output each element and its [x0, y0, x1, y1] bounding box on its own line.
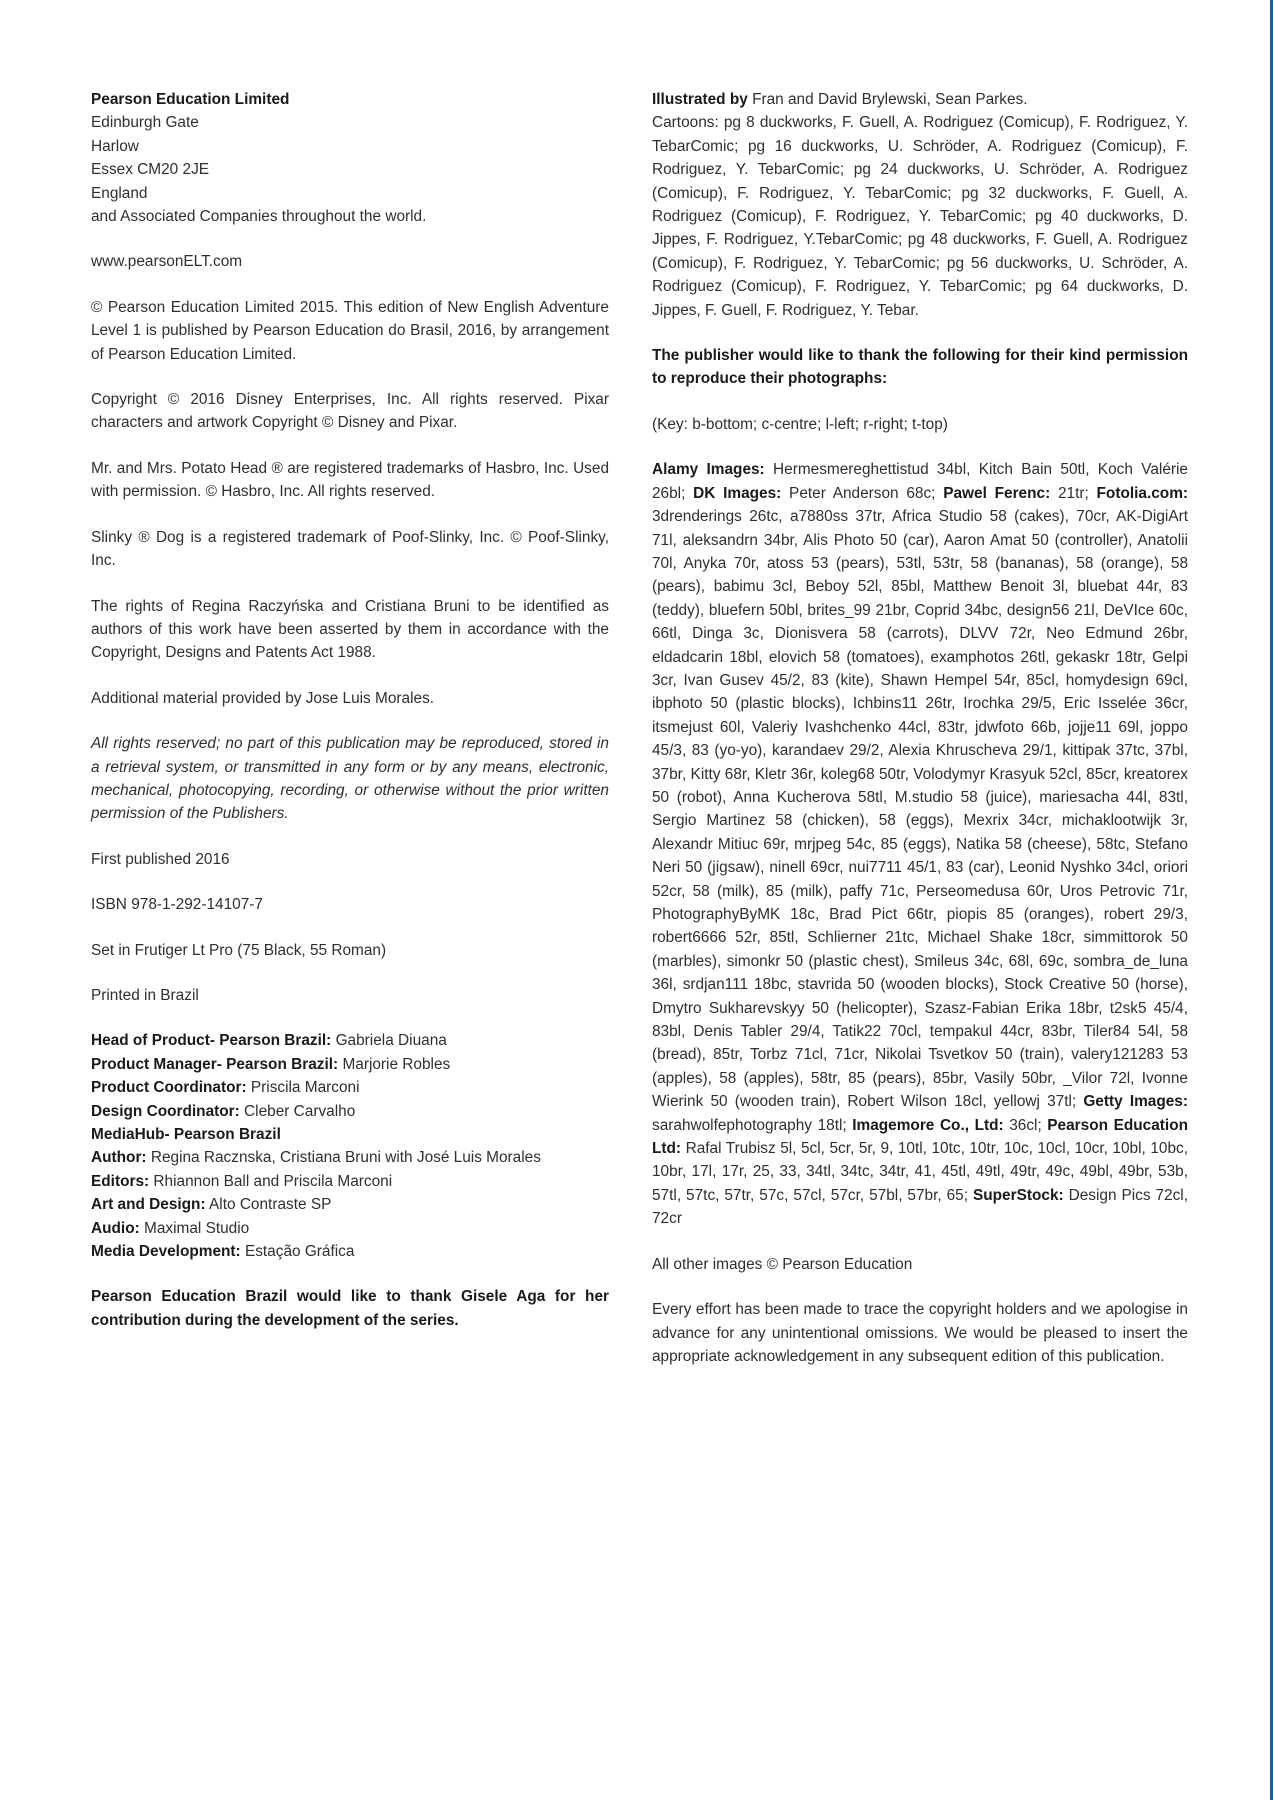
body-text: Priscila Marconi: [250, 1079, 360, 1097]
bold-text: Alamy Images:: [652, 461, 765, 479]
bold-text: Pearson Education Ltd:: [652, 1116, 1188, 1158]
body-text: (Key: b-bottom; c-centre; l-left; r-right; t-top): [652, 415, 948, 433]
left-column-paragraph: [91, 250, 609, 273]
body-text: Design Pics 72cl, 72cr: [652, 1186, 1189, 1228]
body-text: Mr. and Mrs. Potato Head ® are registered trademarks of Hasbro, Inc. Used with permission. © Hasbro, Inc. All rights reserved.: [91, 459, 609, 501]
body-text: Set in Frutiger Lt Pro (75 Black, 55 Roman): [91, 941, 387, 959]
body-text: Maximal Studio: [144, 1219, 250, 1237]
left-column-paragraph: [91, 595, 609, 665]
body-text: Slinky ® Dog is a registered trademark of Poof-Slinky, Inc. © Poof-Slinky, Inc.: [91, 528, 609, 570]
bold-text: SuperStock:: [972, 1186, 1064, 1204]
body-text: Additional material provided by Jose Luis Morales.: [91, 689, 435, 707]
bold-text: Product Coordinator:: [91, 1079, 247, 1097]
left-column-paragraph: [91, 88, 609, 228]
right-column-paragraph: [652, 344, 1188, 391]
right-column-paragraph: [652, 413, 1188, 436]
left-column-paragraph: [91, 1029, 609, 1263]
bold-text: Fotolia.com:: [1096, 484, 1189, 502]
body-text: First published 2016: [91, 850, 230, 868]
left-column-paragraph: [91, 848, 609, 871]
body-text: Rafal Trubisz 5l, 5cl, 5cr, 5r, 9, 10tl, 10tc, 10tr, 10c, 10cl, 10cr, 10bl, 10bc, 10br, 17l, 17r, 25, 33, 34tl, 34tc, 34tr, 41, 45tl, 49tl, 49tr, 49c, 49bl, 49br, 53b, 57tl, 57tc, 57tr, 57c, 57cl, 57cr, 57bl, 57br, 65;: [652, 1140, 1188, 1204]
bold-text: Media Development:: [91, 1243, 241, 1261]
body-text: www.pearsonELT.com: [91, 253, 243, 271]
body-text: 3drenderings 26tc, a7880ss 37tr, Africa Studio 58 (cakes), 70cr, AK-DigiArt 71l, aleksandrn 34br, Alis Photo 50 (car), Aaron Amat 50 (controller), Anatolii 70l, Anyka 70r, atoss 53 (pears), 53tl, 53tr, 58 (bananas), 58 (orange), 58 (pears), babimu 3cl, Beboy 52l, 85bl, Matthew Benoit 3l, bluebat 44r, 83 (teddy), bluefern 50bl, brites_99 21br, Coprid 34bc, design56 21l, DeVIce 60c, 66tl, Dinga 3c, Dionisvera 58 (carrots), DLVV 72r, Neo Edmund 26br, eldadcarin 18bl, elovich 58 (tomatoes), examphotos 26tl, gekaskr 18tr, Gelpi 3cr, Ivan Gusev 45/2, 83 (kite), Shawn Hempel 54r, 85cl, homydesign 69cl, ibphoto 50 (plastic blocks), Ichbins11 26tr, Irochka 29/5, Eric Isselée 36cr, itsmejust 60l, Valeriy Ivashchenko 44cl, 83tr, jdwfoto 66b, jojje11 69l, joppo 45/3, 83 (yo-yo), karandaev 29/2, Alexia Khruscheva 29/1, kittipak 37tc, 37bl, 37br, Kitty 68r, Kletr 36r, koleg68 50tr, Volodymyr Krasyuk 52cl, 85cr, kreatorex 50 (robot), Anna Kucherova 58tl, M.studio 58 (juice), mariesacha 44l, 83tl, Sergio Martinez 58 (chicken), 58 (eggs), Mexrix 34cr, michaklootwijk 3r, Alexandr Mitiuc 69r, mrjpeg 54c, 85 (eggs), Natika 58 (cheese), 58tc, Stefano Neri 50 (jigsaw), ninell 69cr, nui7711 45/1, 83 (car), Leonid Nyshko 34cl, oriori 52cr, 58 (milk), 85 (milk), paffy 71c, Perseomedusa 60r, Uros Petrovic 71r, PhotographyByMK 18c, Brad Pict 66tr, piopis 85 (oranges), robert 29/3, robert6666 52r, 85tl, Schlierner 21tc, Michael Shake 18cr, simmittorok 50 (marbles), simonkr 50 (plastic chest), Smileus 34c, 68l, 69c, sombra_de_luna 36l, srdjan111 18bc, stavrida 50 (wooden blocks), Stock Creative 50 (horse), Dmytro Sukharevskyy 50 (helicopter), Szasz-Fabian Erika 18br, t2sk5 45/4, 83bl, Denis Tabler 29/4, Tatik22 70cl, tempakul 44cr, 83br, Tiler84 54l, 58 (bread), 85tr, Torbz 71cl, 71cr, Nikolai Tsvetkov 50 (train), valery121283 53 (apples), 58 (apples), 58tr, 85 (pears), 85br, Vasily 50br, _Vilor 72l, Ivonne Wierink 50 (wooden train), Robert Wilson 18cl, yellowj 37tl;: [652, 508, 1188, 1111]
body-text: Every effort has been made to trace the copyright holders and we apologise in advance for any unintentional omissions. We would be pleased to insert the appropriate acknowledgement in any subsequent edition of this publication.: [652, 1301, 1188, 1365]
body-text: © Pearson Education Limited 2015. This edition of New English Adventure Level 1 is published by Pearson Education do Brasil, 2016, by arrangement of Pearson Education Limited.: [91, 298, 609, 363]
left-column-paragraph: [91, 893, 609, 916]
bold-text: Getty Images:: [1083, 1093, 1188, 1111]
left-column-paragraph: [91, 388, 609, 435]
bold-text: MediaHub- Pearson Brazil: [91, 1126, 281, 1143]
left-column-paragraph: [91, 526, 609, 573]
body-text: Rhiannon Ball and Priscila Marconi: [153, 1172, 393, 1190]
left-column-paragraph: [91, 732, 609, 826]
bold-text: Design Coordinator:: [91, 1102, 240, 1120]
body-text: Printed in Brazil: [91, 986, 199, 1004]
body-text: All other images © Pearson Education: [652, 1255, 913, 1273]
right-column-paragraph: [652, 1253, 1188, 1276]
right-column-paragraph: [652, 88, 1188, 322]
body-text: Alto Contraste SP: [209, 1196, 332, 1214]
bold-text: Imagemore Co., Ltd:: [852, 1116, 1004, 1134]
body-text: All rights reserved; no part of this publication may be reproduced, stored in a retrieval system, or transmitted in any form or by any means, electronic, mechanical, photocopying, recording, or otherwise without the prior written permission of the Publishers.: [91, 735, 609, 823]
right-column-paragraph: [652, 458, 1188, 1230]
left-column-paragraph: [91, 939, 609, 962]
body-text: ISBN 978-1-292-14107-7: [91, 896, 263, 914]
bold-text: The publisher would like to thank the following for their kind permission to reproduce their photographs:: [652, 347, 1188, 388]
bold-text: Pearson Education Limited: [91, 91, 290, 108]
bold-text: Audio:: [91, 1219, 140, 1237]
body-text: sarahwolfephotography 18tl;: [652, 1116, 853, 1134]
body-text: 36cl;: [1003, 1116, 1048, 1134]
body-text: Copyright © 2016 Disney Enterprises, Inc. All rights reserved. Pixar characters and artwork Copyright © Disney and Pixar.: [91, 391, 609, 432]
bold-text: Pearson Education Brazil would like to thank Gisele Aga for her contribution during the development of the series.: [91, 1288, 609, 1329]
bold-text: Author:: [91, 1149, 147, 1167]
left-column: [91, 88, 609, 1354]
body-text: Regina Racznska, Cristiana Bruni with José Luis Morales: [150, 1149, 541, 1167]
bold-text: DK Images:: [693, 484, 782, 502]
right-column: [652, 88, 1188, 1390]
body-text: Gabriela Diuana: [335, 1032, 447, 1050]
left-column-paragraph: [91, 687, 609, 710]
body-text: Fran and David Brylewski, Sean Parkes. Cartoons: pg 8 duckworks, F. Guell, A. Rodriguez (Comicup), F. Rodriguez, Y. TebarComic; pg 16 duckworks, U. Schröder, A. Rodriguez (Comicup), F. Rodriguez, Y. TebarComic; pg 24 duckworks, U. Schröder, A. Rodriguez (Comicup), F. Rodriguez, Y. TebarComic; pg 32 duckworks, F. Guell, A. Rodriguez (Comicup), F. Rodriguez, Y. TebarComic; pg 40 duckworks, D. Jippes, F. Rodriguez, Y.TebarComic; pg 48 duckworks, F. Guell, A. Rodriguez (Comicup), F. Rodriguez, Y. TebarComic; pg 56 duckworks, U. Schröder, A. Rodriguez (Comicup), F. Rodriguez, Y. TebarComic; pg 64 duckworks, D. Jippes, F. Guell, F. Rodriguez, Y. Tebar.: [652, 91, 1188, 319]
body-text: Cleber Carvalho: [244, 1102, 356, 1120]
body-text: Marjorie Robles: [342, 1055, 451, 1073]
body-text: Peter Anderson 68c;: [781, 484, 944, 502]
right-column-paragraph: [652, 1298, 1188, 1368]
bold-text: Editors:: [91, 1172, 150, 1190]
bold-text: Product Manager- Pearson Brazil:: [91, 1055, 339, 1073]
bold-text: Illustrated by: [652, 91, 748, 108]
left-column-paragraph: [91, 984, 609, 1007]
body-text: Hermesmereghettistud 34bl, Kitch Bain 50tl, Koch Valérie 26bl;: [652, 461, 1188, 502]
left-column-paragraph: [91, 296, 609, 366]
bold-text: Art and Design:: [91, 1196, 206, 1214]
body-text: The rights of Regina Raczyńska and Cristiana Bruni to be identified as authors of this work have been asserted by them in accordance with the Copyright, Designs and Patents Act 1988.: [91, 597, 609, 662]
bold-text: Head of Product- Pearson Brazil:: [91, 1032, 332, 1050]
body-text: Edinburgh Gate Harlow Essex CM20 2JE England and Associated Companies throughout the world.: [91, 114, 427, 226]
left-column-paragraph: [91, 457, 609, 504]
left-column-paragraph: [91, 1285, 609, 1332]
bold-text: Pawel Ferenc:: [943, 484, 1051, 502]
body-text: Estação Gráfica: [240, 1243, 355, 1261]
body-text: 21tr;: [1050, 484, 1097, 502]
